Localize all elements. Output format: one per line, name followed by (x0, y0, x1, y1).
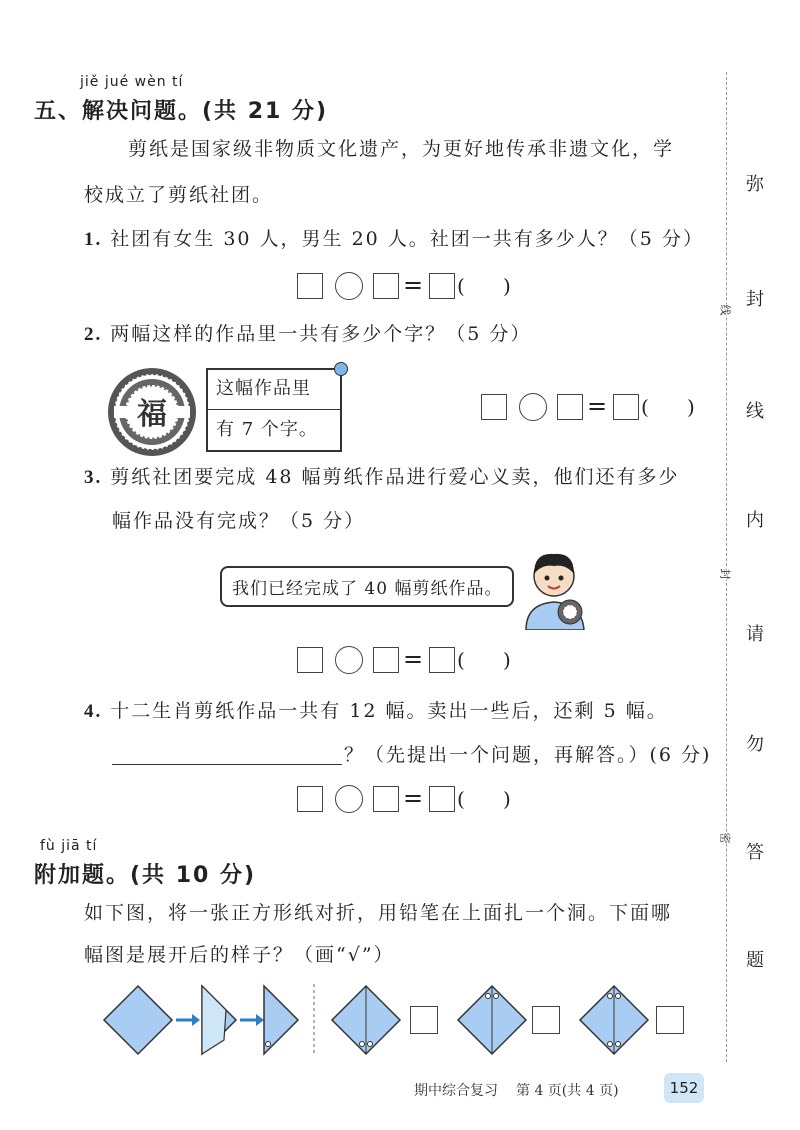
unit-parentheses[interactable]: ( ) (641, 395, 695, 419)
answer-row-4 (297, 786, 557, 816)
side-char-4: 内 (746, 510, 764, 531)
equals-sign: = (403, 271, 424, 299)
note-line-2: 有 7 个字。 (216, 419, 318, 440)
question-3-number: 3. (84, 467, 103, 488)
side-char-7: 答 (746, 842, 764, 863)
side-char-8: 题 (746, 950, 764, 971)
section5-pinyin: jiě jué wèn tí (80, 74, 184, 90)
seal-dashed-line (726, 72, 729, 1062)
question-blank-line[interactable] (112, 764, 342, 765)
speech-bubble: 我们已经完成了 40 幅剪纸作品。 (220, 566, 514, 607)
seal-mark-2: 封 (718, 568, 732, 580)
question-2 (84, 325, 531, 344)
operator-circle[interactable] (335, 646, 363, 674)
question-4-line-1 (84, 702, 668, 721)
square-paper-shape (104, 986, 172, 1054)
question-4-line-2: ？（先提出一个问题，再解答。）(6 分) (344, 744, 712, 766)
answer-box[interactable] (297, 273, 323, 299)
fu-papercut-image (106, 366, 198, 458)
question-1-text: 社团有女生 30 人，男生 20 人。社团一共有多少人？（5 分） (110, 228, 704, 250)
note-divider (208, 409, 340, 410)
option-a-checkbox[interactable] (410, 1006, 438, 1034)
equals-sign: = (587, 392, 608, 420)
question-2-text: 两幅这样的作品里一共有多少个字？（5 分） (110, 323, 532, 345)
question-4-number: 4. (84, 701, 103, 722)
option-c-checkbox[interactable] (656, 1006, 684, 1034)
answer-box[interactable] (297, 786, 323, 812)
intro-line-1: 剪纸是国家级非物质文化遗产，为更好地传承非遗文化，学 (128, 138, 675, 160)
fu-character: 福 (137, 397, 167, 432)
question-3-text-1: 剪纸社团要完成 48 幅剪纸作品进行爱心义卖，他们还有多少 (110, 466, 680, 488)
answer-box[interactable] (429, 273, 455, 299)
answer-row-1 (297, 273, 557, 303)
bonus-pinyin: fù jiā tí (40, 838, 98, 854)
side-char-6: 勿 (746, 734, 764, 755)
operator-circle[interactable] (335, 785, 363, 813)
question-2-number: 2. (84, 324, 103, 345)
question-1 (84, 230, 704, 249)
side-char-2: 封 (746, 289, 764, 310)
note-line-1: 这幅作品里 (216, 378, 311, 399)
answer-box[interactable] (373, 647, 399, 673)
folding-diagram (100, 980, 700, 1060)
footer-page-info: 第 4 页(共 4 页) (516, 1083, 619, 1099)
footer-label: 期中综合复习 (414, 1083, 498, 1099)
section5-title: 五、解决问题。(共 21 分) (34, 99, 329, 124)
answer-box[interactable] (373, 273, 399, 299)
question-3-line-1 (84, 468, 680, 487)
operator-circle[interactable] (335, 272, 363, 300)
side-char-5: 请 (746, 624, 764, 645)
bonus-line-1: 如下图，将一张正方形纸对折，用铅笔在上面扎一个洞。下面哪 (84, 902, 673, 924)
operator-circle[interactable] (519, 393, 547, 421)
question-3-line-2: 幅作品没有完成？（5 分） (112, 510, 366, 532)
unit-parentheses[interactable]: ( ) (457, 648, 511, 672)
question-4-text-1: 十二生肖剪纸作品一共有 12 幅。卖出一些后，还剩 5 幅。 (110, 700, 668, 722)
seal-mark-3: 密 (718, 832, 732, 844)
note-card (206, 368, 342, 452)
side-char-3: 线 (746, 401, 764, 422)
arrow-right-icon (176, 1014, 200, 1026)
option-b-checkbox[interactable] (532, 1006, 560, 1034)
hole-mark (266, 1042, 271, 1047)
intro-line-2: 校成立了剪纸社团。 (84, 184, 274, 206)
answer-row-3 (297, 647, 557, 677)
side-char-1: 弥 (746, 174, 764, 195)
bonus-line-2: 幅图是展开后的样子？（画“√”） (84, 944, 395, 966)
arrow-right-icon (240, 1014, 264, 1026)
unit-parentheses[interactable]: ( ) (457, 274, 511, 298)
bonus-title: 附加题。(共 10 分) (34, 863, 257, 888)
question-1-number: 1. (84, 229, 103, 250)
answer-box[interactable] (481, 394, 507, 420)
unit-parentheses[interactable]: ( ) (457, 787, 511, 811)
answer-row-2 (481, 394, 741, 424)
pin-icon (334, 362, 348, 376)
boy-illustration (520, 546, 590, 630)
page-number-badge: 152 (664, 1073, 704, 1103)
seal-mark-1: 线 (718, 304, 732, 316)
answer-box[interactable] (429, 647, 455, 673)
answer-box[interactable] (557, 394, 583, 420)
answer-box[interactable] (613, 394, 639, 420)
equals-sign: = (403, 784, 424, 812)
equals-sign: = (403, 645, 424, 673)
answer-box[interactable] (373, 786, 399, 812)
answer-box[interactable] (429, 786, 455, 812)
answer-box[interactable] (297, 647, 323, 673)
